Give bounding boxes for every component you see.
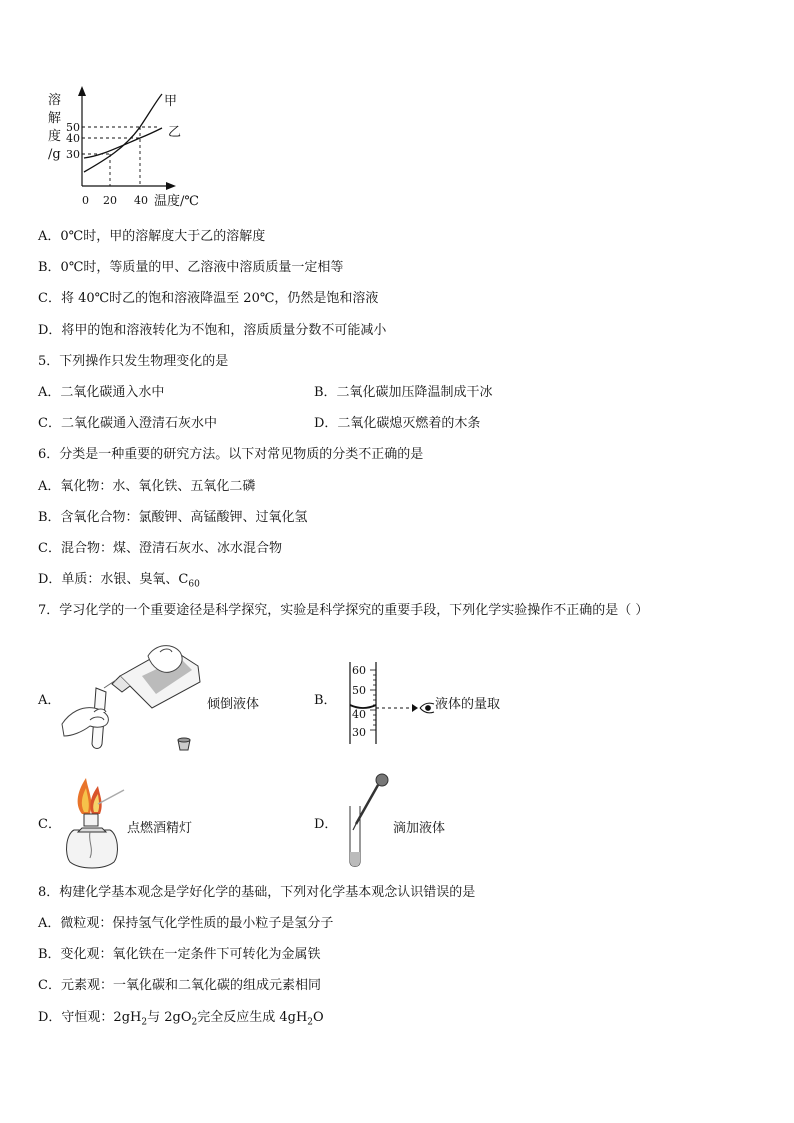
q7-b-letter: B． <box>314 693 337 708</box>
q5-option-a: A．二氧化碳通入水中 <box>38 385 165 400</box>
y-label-3: 度 <box>48 129 62 144</box>
q7-c-caption: 点燃酒精灯 <box>127 821 193 836</box>
q8-d-part-3: 完全反应生成 4gH <box>197 1010 308 1025</box>
q8-stem: 8．构建化学基本观念是学好化学的基础，下列对化学基本观念认识错误的是 <box>38 885 476 900</box>
q4-option-b: B．0℃时，等质量的甲、乙溶液中溶质质量一定相等 <box>38 260 344 275</box>
q5-option-b: B．二氧化碳加压降温制成干冰 <box>314 385 493 400</box>
q4-option-d: D．将甲的饱和溶液转化为不饱和，溶质质量分数不可能减小 <box>38 323 387 338</box>
graduated-cylinder-illustration <box>340 658 440 748</box>
scale-40: 40 <box>352 708 366 721</box>
q8-d-part-4: O <box>313 1010 324 1025</box>
q6-option-c: C．混合物：煤、澄清石灰水、冰水混合物 <box>38 541 282 556</box>
q7-a-caption: 倾倒液体 <box>207 697 260 712</box>
y-label-2: 解 <box>48 111 62 126</box>
q6-stem: 6．分类是一种重要的研究方法。以下对常见物质的分类不正确的是 <box>38 447 424 462</box>
dropper-illustration <box>340 770 400 870</box>
y-axis-arrow <box>78 86 86 96</box>
scale-50: 50 <box>352 684 366 697</box>
q7-stem: 7．学习化学的一个重要途径是科学探究，实验是科学探究的重要手段，下列化学实验操作不正确的是（ ） <box>38 603 649 618</box>
q7-a-letter: A． <box>38 693 61 708</box>
bottle-stopper <box>178 738 190 750</box>
scale-30: 30 <box>352 726 366 739</box>
q6-option-d <box>38 572 200 593</box>
q8-option-d <box>38 1010 324 1031</box>
x-tick-0: 0 <box>82 194 89 207</box>
q8-d-sub-3: 2 <box>307 1017 314 1028</box>
curve-label-yi: 乙 <box>168 125 182 140</box>
y-tick-50: 50 <box>66 121 80 134</box>
pouring-liquid-illustration <box>60 636 220 756</box>
q8-option-a: A．微粒观：保持氢气化学性质的最小粒子是氢分子 <box>38 916 334 931</box>
q8-d-part-2: 与 2gO <box>147 1010 192 1025</box>
x-tick-40: 40 <box>134 194 148 207</box>
lamp-flames <box>78 778 102 814</box>
dropper <box>353 774 388 830</box>
q6-option-a: A．氧化物：水、氧化铁、五氧化二磷 <box>38 479 256 494</box>
x-tick-20: 20 <box>103 194 117 207</box>
sight-arrow <box>412 704 418 712</box>
q7-b-caption: 液体的量取 <box>435 697 501 712</box>
y-label-4: /g <box>48 147 61 162</box>
q5-option-d: D．二氧化碳熄灭燃着的木条 <box>314 416 481 431</box>
q6-option-b: B．含氧化合物：氯酸钾、高锰酸钾、过氧化氢 <box>38 510 308 525</box>
lamp-body <box>67 814 118 868</box>
q8-d-sub-1: 2 <box>141 1017 148 1028</box>
curve-label-jia: 甲 <box>164 94 178 109</box>
test-tube-d <box>350 806 360 867</box>
x-axis-arrow <box>166 182 176 190</box>
q5-stem: 5．下列操作只发生物理变化的是 <box>38 354 229 369</box>
graph-axes <box>82 92 170 186</box>
q5-option-c: C．二氧化碳通入澄清石灰水中 <box>38 416 217 431</box>
y-tick-30: 30 <box>66 148 80 161</box>
y-label-1: 溶 <box>48 93 62 108</box>
scale-60: 60 <box>352 664 366 677</box>
q8-option-b: B．变化观：氧化铁在一定条件下可转化为金属铁 <box>38 947 321 962</box>
eye-icon <box>420 703 434 713</box>
q4-option-a: A．0℃时，甲的溶解度大于乙的溶解度 <box>38 229 266 244</box>
y-tick-40: 40 <box>66 132 80 145</box>
q8-d-sub-2: 2 <box>191 1017 198 1028</box>
match-stick <box>98 790 124 804</box>
q4-option-c: C．将 40℃时乙的饱和溶液降温至 20℃，仍然是饱和溶液 <box>38 291 379 306</box>
cylinder-ticks <box>370 670 376 730</box>
q6-option-d-sub: 60 <box>188 579 200 590</box>
q6-option-d-text: D．单质：水银、臭氧、C <box>38 572 189 587</box>
q8-option-c: C．元素观：一氧化碳和二氧化碳的组成元素相同 <box>38 978 321 993</box>
q7-d-letter: D． <box>314 817 338 832</box>
q7-d-caption: 滴加液体 <box>393 821 446 836</box>
x-axis-label: 温度/℃ <box>154 194 199 209</box>
curve-yi <box>84 128 162 158</box>
q8-d-part-1: D．守恒观：2gH <box>38 1010 142 1025</box>
q7-c-letter: C． <box>38 817 61 832</box>
